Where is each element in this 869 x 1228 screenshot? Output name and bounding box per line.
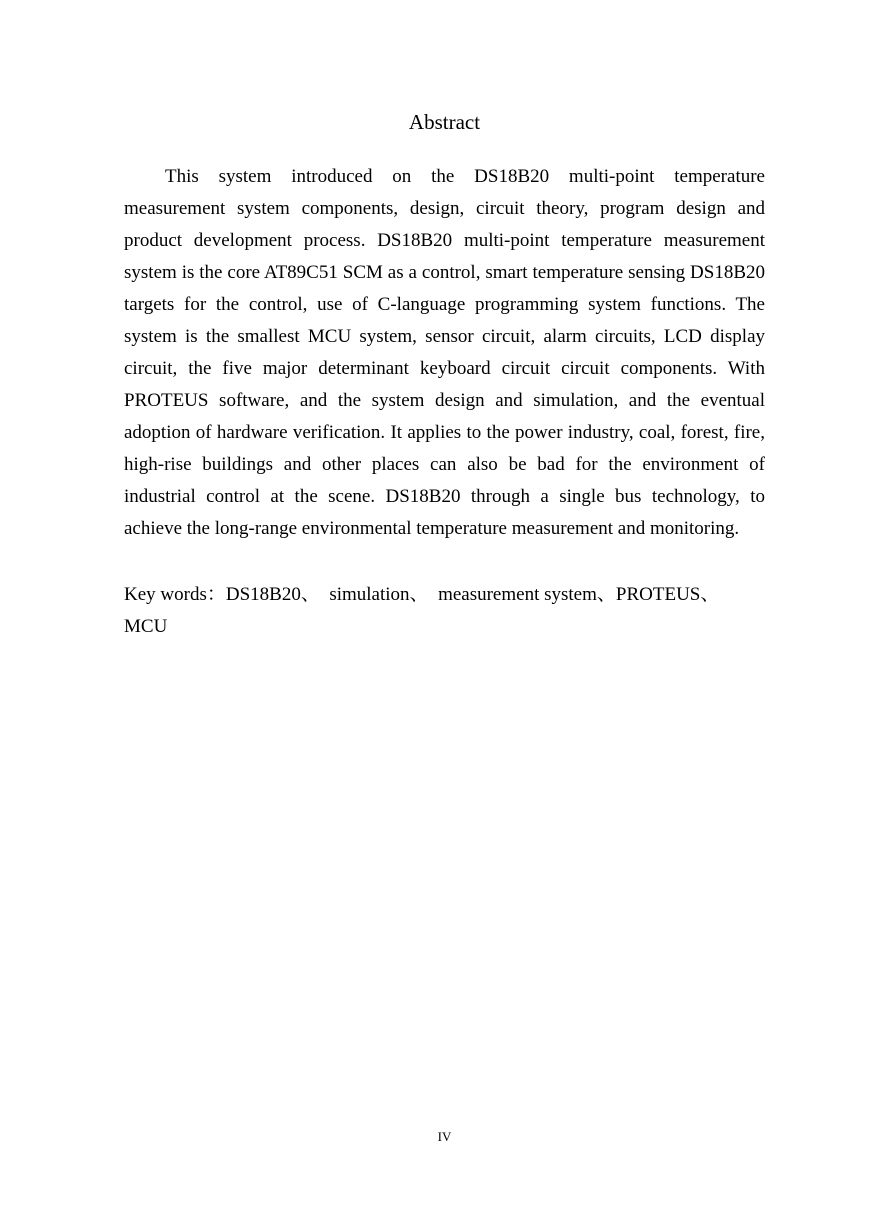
abstract-body-paragraph: This system introduced on the DS18B20 multi-point temperature measurement system components, design, circuit theory, program design and product development process. DS18B20 multi-point temperature measurement system is the core AT89C51 SCM as a control, smart temperature sensing DS18B20 targets for the control, use of C-language programming system functions. The system is the smallest MCU system, sensor circuit, alarm circuits, LCD display circuit, the five major determinant keyboard circuit circuit components. With PROTEUS software, and the system design and simulation, and the eventual adoption of hardware verification. It applies to the power industry, coal, forest, fire, high-rise buildings and other places can also be bad for the environment of industrial control at the scene. DS18B20 through a single bus technology, to achieve the long-range environmental temperature measurement and monitoring. (124, 166, 765, 539)
keyword-item: MCU (124, 616, 168, 637)
keyword-item: PROTEUS、 (615, 584, 720, 605)
keyword-item: DS18B20、 (225, 584, 320, 605)
abstract-title: Abstract (408, 110, 481, 134)
keyword-item: simulation、 (329, 584, 429, 605)
keyword-item: measurement system、 (438, 584, 616, 605)
keywords-line (124, 579, 765, 643)
page-number: IV (437, 1129, 452, 1144)
keywords-label: Key words： (124, 584, 226, 605)
